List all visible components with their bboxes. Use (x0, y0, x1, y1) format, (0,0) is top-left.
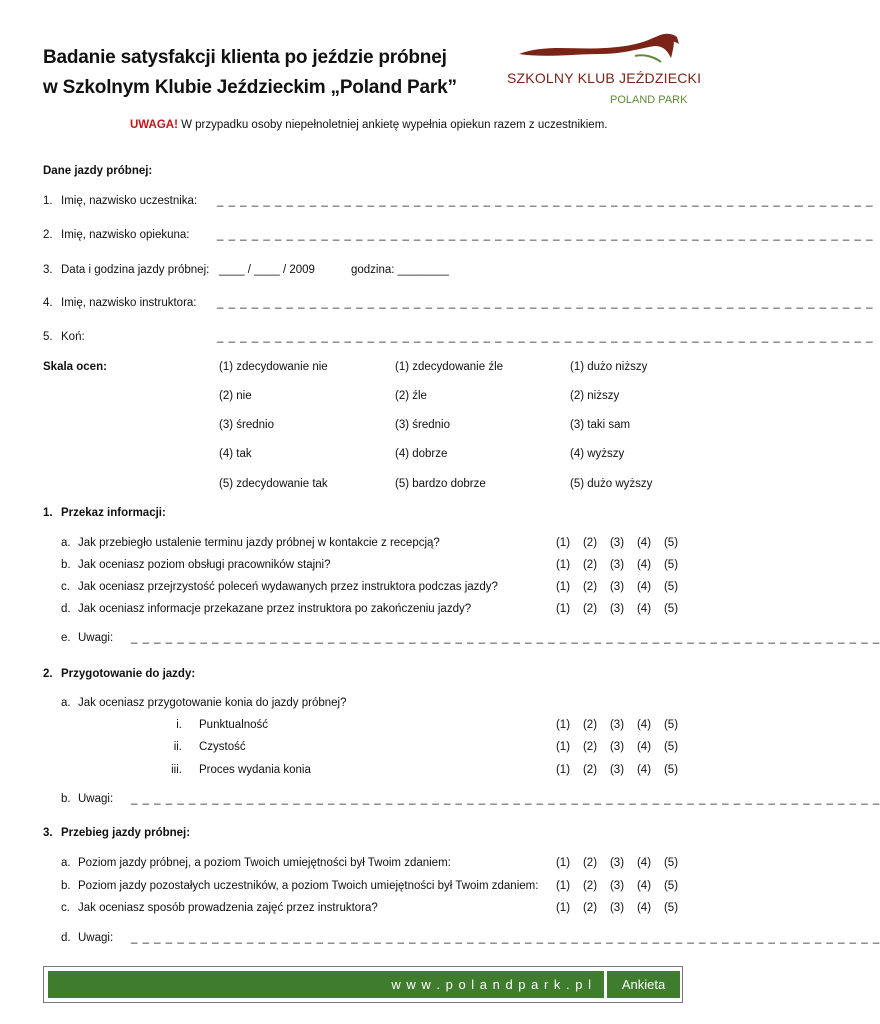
field-number: 4. (43, 297, 53, 309)
question-text: Jak oceniasz informacje przekazane przez instruktora po zakończeniu jazdy? (78, 603, 472, 615)
rating-option[interactable]: (3) (609, 559, 625, 571)
question-letter: a. (61, 537, 71, 549)
scale-item: (3) średnio (219, 419, 274, 431)
item-roman: iii. (171, 764, 182, 776)
item-text: Proces wydania konia (199, 764, 311, 776)
trial-datetime-label: Data i godzina jazdy próbnej: (61, 264, 210, 276)
field-number: 3. (43, 264, 53, 276)
question-text: Jak oceniasz sposób prowadzenia zajęć przez instruktora? (78, 902, 378, 914)
rating-option[interactable]: (2) (582, 880, 598, 892)
section-number: 2. (43, 668, 53, 680)
rating-option[interactable]: (3) (609, 719, 625, 731)
scale-item: (4) tak (219, 448, 252, 460)
footer-label: Ankieta (607, 971, 680, 998)
rating-option[interactable]: (4) (636, 581, 652, 593)
rating-option[interactable]: (3) (609, 764, 625, 776)
rating-option[interactable]: (1) (555, 764, 571, 776)
item-roman: i. (176, 719, 182, 731)
scale-item: (4) wyższy (570, 448, 625, 460)
rating-option[interactable]: (4) (636, 719, 652, 731)
remarks-label: Uwagi: (78, 932, 114, 944)
rating-option[interactable]: (1) (555, 719, 571, 731)
section-heading-ride: Przebieg jazdy próbnej: (61, 827, 191, 839)
scale-item: (1) zdecydowanie źle (395, 361, 504, 373)
rating-option[interactable]: (5) (663, 603, 679, 615)
question-letter: b. (61, 880, 71, 892)
instructor-name-input[interactable]: _ _ _ _ _ _ _ _ _ _ _ _ _ _ _ _ _ _ _ _ _ _ _ _ _ _ _ _ _ _ _ _ _ _ _ _ _ _ _ _ _ _ _ _ _ _ _ _ _ _ _ _ _ _ _ _ _ (217, 297, 874, 309)
rating-option[interactable]: (4) (636, 764, 652, 776)
remarks-input[interactable]: _ _ _ _ _ _ _ _ _ _ _ _ _ _ _ _ _ _ _ _ _ _ _ _ _ _ _ _ _ _ _ _ _ _ _ _ _ _ _ _ _ _ _ _ _ _ _ _ _ _ _ _ _ _ _ _ _ _ _ _ _ _ _ _ _ (131, 632, 880, 644)
rating-option[interactable]: (2) (582, 719, 598, 731)
rating-option[interactable]: (3) (609, 902, 625, 914)
question-letter: a. (61, 697, 71, 709)
rating-option[interactable]: (3) (609, 537, 625, 549)
scale-item: (3) średnio (395, 419, 450, 431)
page-footer (43, 966, 683, 1003)
rating-option[interactable]: (5) (663, 559, 679, 571)
participant-name-label: Imię, nazwisko uczestnika: (61, 195, 198, 207)
rating-option[interactable]: (2) (582, 764, 598, 776)
rating-option[interactable]: (1) (555, 741, 571, 753)
question-text: Jak oceniasz poziom obsługi pracowników stajni? (78, 559, 331, 571)
rating-option[interactable]: (2) (582, 902, 598, 914)
section-number: 3. (43, 827, 53, 839)
scale-item: (2) nie (219, 390, 252, 402)
rating-option[interactable]: (5) (663, 764, 679, 776)
rating-option[interactable]: (4) (636, 741, 652, 753)
notice (130, 119, 607, 131)
horse-logo-icon (515, 32, 685, 68)
logo-subtitle: POLAND PARK (610, 94, 688, 106)
remarks-input[interactable]: _ _ _ _ _ _ _ _ _ _ _ _ _ _ _ _ _ _ _ _ _ _ _ _ _ _ _ _ _ _ _ _ _ _ _ _ _ _ _ _ _ _ _ _ _ _ _ _ _ _ _ _ _ _ _ _ _ _ _ _ _ _ _ _ _ (131, 793, 880, 805)
rating-option[interactable]: (5) (663, 581, 679, 593)
question-letter: b. (61, 793, 71, 805)
question-letter: d. (61, 932, 71, 944)
rating-option[interactable]: (2) (582, 559, 598, 571)
rating-option[interactable]: (2) (582, 537, 598, 549)
guardian-name-label: Imię, nazwisko opiekuna: (61, 229, 190, 241)
remarks-label: Uwagi: (78, 632, 114, 644)
section-heading-preparation: Przygotowanie do jazdy: (61, 668, 196, 680)
rating-option[interactable]: (1) (555, 880, 571, 892)
rating-option[interactable]: (1) (555, 857, 571, 869)
scale-item: (2) źle (395, 390, 427, 402)
remarks-label: Uwagi: (78, 793, 114, 805)
scale-item: (3) taki sam (570, 419, 631, 431)
rating-option[interactable]: (4) (636, 902, 652, 914)
scale-item: (1) dużo niższy (570, 361, 648, 373)
website-link[interactable]: w w w . p o l a n d p a r k . p l (48, 971, 604, 998)
rating-option[interactable]: (4) (636, 537, 652, 549)
rating-option[interactable]: (1) (555, 581, 571, 593)
rating-option[interactable]: (1) (555, 537, 571, 549)
page-title-line2: w Szkolnym Klubie Jeździeckim „Poland Park” (43, 77, 457, 98)
section-heading-information: Przekaz informacji: (61, 507, 166, 519)
scale-heading: Skala ocen: (43, 361, 107, 373)
field-number: 1. (43, 195, 53, 207)
scale-item: (5) dużo wyższy (570, 478, 653, 490)
logo-name: SZKOLNY KLUB JEŹDZIECKI (507, 70, 702, 86)
question-text: Jak oceniasz przygotowanie konia do jazdy próbnej? (78, 697, 347, 709)
question-text: Jak oceniasz przejrzystość poleceń wydawanych przez instruktora podczas jazdy? (78, 581, 498, 593)
rating-option[interactable]: (1) (555, 603, 571, 615)
rating-option[interactable]: (5) (663, 537, 679, 549)
rating-option[interactable]: (5) (663, 902, 679, 914)
rating-option[interactable]: (2) (582, 857, 598, 869)
horse-input[interactable]: _ _ _ _ _ _ _ _ _ _ _ _ _ _ _ _ _ _ _ _ _ _ _ _ _ _ _ _ _ _ _ _ _ _ _ _ _ _ _ _ _ _ _ _ _ _ _ _ _ _ _ _ _ _ _ _ _ (217, 331, 874, 343)
rating-option[interactable]: (3) (609, 880, 625, 892)
rating-option[interactable]: (4) (636, 857, 652, 869)
rating-option[interactable]: (2) (582, 603, 598, 615)
trial-hour-input[interactable]: godzina: ________ (351, 264, 449, 276)
rating-option[interactable]: (4) (636, 880, 652, 892)
notice-text: W przypadku osoby niepełnoletniej ankietę wypełnia opiekun razem z uczestnikiem. (177, 119, 608, 131)
question-letter: e. (61, 632, 71, 644)
scale-item: (4) dobrze (395, 448, 448, 460)
scale-item: (5) bardzo dobrze (395, 478, 486, 490)
rating-option[interactable]: (3) (609, 603, 625, 615)
question-letter: b. (61, 559, 71, 571)
page-title-line1: Badanie satysfakcji klienta po jeździe próbnej (43, 47, 447, 68)
field-number: 2. (43, 229, 53, 241)
rating-option[interactable]: (4) (636, 559, 652, 571)
trial-heading: Dane jazdy próbnej: (43, 165, 153, 177)
field-number: 5. (43, 331, 53, 343)
rating-option[interactable]: (2) (582, 581, 598, 593)
guardian-name-input[interactable]: _ _ _ _ _ _ _ _ _ _ _ _ _ _ _ _ _ _ _ _ _ _ _ _ _ _ _ _ _ _ _ _ _ _ _ _ _ _ _ _ _ _ _ _ _ _ _ _ _ _ _ _ _ _ _ _ _ (217, 229, 874, 241)
question-text: Poziom jazdy pozostałych uczestników, a poziom Twoich umiejętności był Twoim zdaniem: (78, 880, 539, 892)
rating-option[interactable]: (1) (555, 559, 571, 571)
rating-option[interactable]: (1) (555, 902, 571, 914)
club-logo (507, 32, 702, 110)
item-roman: ii. (173, 741, 182, 753)
rating-option[interactable]: (5) (663, 719, 679, 731)
section-number: 1. (43, 507, 53, 519)
rating-option[interactable]: (5) (663, 857, 679, 869)
rating-option[interactable]: (2) (582, 741, 598, 753)
rating-option[interactable]: (3) (609, 857, 625, 869)
rating-option[interactable]: (5) (663, 741, 679, 753)
item-text: Punktualność (199, 719, 269, 731)
question-letter: c. (61, 902, 70, 914)
horse-label: Koń: (61, 331, 85, 343)
scale-item: (5) zdecydowanie tak (219, 478, 328, 490)
rating-option[interactable]: (5) (663, 880, 679, 892)
question-letter: d. (61, 603, 71, 615)
question-text: Jak przebiegło ustalenie terminu jazdy próbnej w kontakcie z recepcją? (78, 537, 440, 549)
instructor-name-label: Imię, nazwisko instruktora: (61, 297, 197, 309)
scale-item: (1) zdecydowanie nie (219, 361, 328, 373)
rating-option[interactable]: (3) (609, 581, 625, 593)
item-text: Czystość (199, 741, 246, 753)
rating-option[interactable]: (3) (609, 741, 625, 753)
question-letter: a. (61, 857, 71, 869)
question-text: Poziom jazdy próbnej, a poziom Twoich umiejętności był Twoim zdaniem: (78, 857, 451, 869)
rating-option[interactable]: (4) (636, 603, 652, 615)
question-letter: c. (61, 581, 70, 593)
remarks-input[interactable]: _ _ _ _ _ _ _ _ _ _ _ _ _ _ _ _ _ _ _ _ _ _ _ _ _ _ _ _ _ _ _ _ _ _ _ _ _ _ _ _ _ _ _ _ _ _ _ _ _ _ _ _ _ _ _ _ _ _ _ _ _ _ _ _ _ (131, 932, 880, 944)
participant-name-input[interactable]: _ _ _ _ _ _ _ _ _ _ _ _ _ _ _ _ _ _ _ _ _ _ _ _ _ _ _ _ _ _ _ _ _ _ _ _ _ _ _ _ _ _ _ _ _ _ _ _ _ _ _ _ _ _ _ _ _ (217, 195, 874, 207)
notice-label: UWAGA! (130, 119, 178, 131)
scale-item: (2) niższy (570, 390, 620, 402)
trial-date-input[interactable]: ____ / ____ / 2009 (219, 264, 315, 276)
